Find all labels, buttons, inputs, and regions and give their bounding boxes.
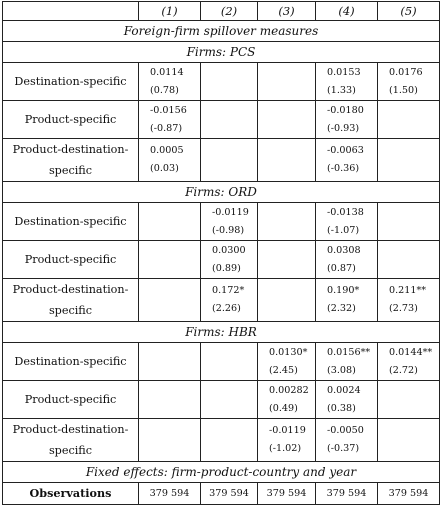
table-row [3,381,440,419]
row-label [3,419,139,462]
section-title: Firms: HBR [3,322,440,343]
estimate-cell [201,63,258,101]
coefficient: -0.0138 [327,206,364,218]
header-blank-cell [3,2,139,21]
regression-table [2,1,440,505]
coefficient: 0.0114 [150,66,184,78]
row-label [3,279,139,322]
estimate-cell [258,279,316,322]
row-label [3,241,139,279]
estimate-cell [258,343,316,381]
estimate-cell [139,63,201,101]
t-statistic: (-0.37) [327,443,360,454]
estimate-cell [316,139,378,182]
estimate-cell [316,381,378,419]
t-statistic: (2.73) [389,303,418,314]
coefficient: 0.172* [212,285,245,296]
table-row [3,139,440,182]
estimate-cell [378,63,440,101]
column-header: (4) [316,2,378,21]
row-label-line: specific [48,164,93,177]
coefficient: 0.0130* [269,346,308,358]
coefficient: 0.0176 [389,66,423,78]
estimate-cell [316,343,378,381]
coefficient: -0.0119 [269,425,306,436]
estimate-cell [201,241,258,279]
estimate-cell [201,101,258,139]
spillover-title-row [3,21,440,42]
table-row [3,63,440,101]
coefficient: -0.0156 [150,104,187,116]
coefficient: 0.0156** [327,346,371,358]
table-row [3,241,440,279]
estimate-cell [316,419,378,462]
row-label-line: Destination-specific [14,75,127,88]
estimate-cell [201,343,258,381]
estimate-cell [316,101,378,139]
estimate-cell [378,139,440,182]
estimate-cell [378,101,440,139]
coefficient: 0.0024 [327,384,361,396]
row-label-line: Product-specific [24,393,117,406]
estimate-cell [316,63,378,101]
estimate-cell [378,419,440,462]
t-statistic: (-0.93) [327,122,360,134]
row-label [3,139,139,182]
estimate-cell [139,279,201,322]
row-label-line: Product-specific [24,253,117,266]
estimate-cell [139,101,201,139]
t-statistic: (3.08) [327,364,356,376]
t-statistic: (1.33) [327,84,356,96]
estimate-cell [258,203,316,241]
coefficient: -0.0063 [327,145,364,156]
fixed-effects-row [3,462,440,483]
estimate-cell [201,381,258,419]
estimate-cell [139,241,201,279]
column-header: (2) [201,2,258,21]
column-header: (5) [378,2,440,21]
t-statistic: (2.26) [212,303,241,314]
coefficient: 0.0300 [212,244,246,256]
t-statistic: (-1.07) [327,224,360,236]
coefficient: 0.211** [389,285,427,296]
estimate-cell [258,63,316,101]
t-statistic: (0.78) [150,84,179,96]
coefficient: -0.0180 [327,104,364,116]
t-statistic: (-0.87) [150,122,183,134]
estimate-cell [139,203,201,241]
estimate-cell [201,419,258,462]
table-body [3,2,440,505]
coefficient: 0.0308 [327,244,361,256]
estimate-cell [378,279,440,322]
table-row [3,203,440,241]
section-title: Firms: PCS [3,42,440,63]
row-label [3,63,139,101]
observations-value: 379 594 [201,483,258,505]
coefficient: 0.0153 [327,66,361,78]
row-label-line: specific [48,444,93,457]
estimate-cell [378,343,440,381]
estimate-cell [201,139,258,182]
estimate-cell [258,381,316,419]
coefficient: 0.190* [327,285,360,296]
estimate-cell [378,381,440,419]
estimate-cell [139,139,201,182]
t-statistic: (0.87) [327,262,356,274]
row-label [3,101,139,139]
section-header-row [3,42,440,63]
t-statistic: (-1.02) [269,443,302,454]
row-label [3,343,139,381]
t-statistic: (0.89) [212,262,241,274]
spillover-title: Foreign-firm spillover measures [3,21,440,42]
t-statistic: (2.32) [327,303,356,314]
row-label-line: Product-destination- [12,143,129,156]
observations-value: 379 594 [139,483,201,505]
estimate-cell [316,279,378,322]
table-row [3,279,440,322]
section-header-row [3,182,440,203]
observations-row [3,483,440,505]
estimate-cell [258,101,316,139]
estimate-cell [258,241,316,279]
coefficient: 0.0005 [150,145,184,156]
row-label-line: Destination-specific [14,355,127,368]
t-statistic: (-0.36) [327,163,360,174]
row-label-line: Product-destination- [12,283,129,296]
t-statistic: (2.72) [389,364,418,376]
observations-value: 379 594 [316,483,378,505]
table-row [3,343,440,381]
t-statistic: (2.45) [269,364,298,376]
section-title: Firms: ORD [3,182,440,203]
row-label [3,381,139,419]
estimate-cell [139,343,201,381]
t-statistic: (-0.98) [212,224,245,236]
row-label-line: specific [48,304,93,317]
column-header: (3) [258,2,316,21]
coefficient: -0.0050 [327,425,364,436]
t-statistic: (1.50) [389,84,418,96]
observations-value: 379 594 [258,483,316,505]
table-row [3,101,440,139]
coefficient: -0.0119 [212,206,249,218]
estimate-cell [139,419,201,462]
t-statistic: (0.38) [327,402,356,414]
row-label [3,203,139,241]
coefficient: 0.00282 [269,384,309,396]
estimate-cell [258,139,316,182]
row-label-line: Product-destination- [12,423,129,436]
column-header: (1) [139,2,201,21]
estimate-cell [258,419,316,462]
t-statistic: (0.03) [150,163,179,174]
section-header-row [3,322,440,343]
coefficient: 0.0144** [389,346,433,358]
estimate-cell [316,203,378,241]
estimate-cell [378,241,440,279]
estimate-cell [201,279,258,322]
estimate-cell [316,241,378,279]
table-row [3,419,440,462]
estimate-cell [201,203,258,241]
estimate-cell [378,203,440,241]
row-label-line: Destination-specific [14,215,127,228]
observations-label: Observations [3,483,139,505]
row-label-line: Product-specific [24,113,117,126]
fixed-effects-note: Fixed effects: firm-product-country and year [3,462,440,483]
t-statistic: (0.49) [269,402,298,414]
column-header-row [3,2,440,21]
estimate-cell [139,381,201,419]
observations-value: 379 594 [378,483,440,505]
